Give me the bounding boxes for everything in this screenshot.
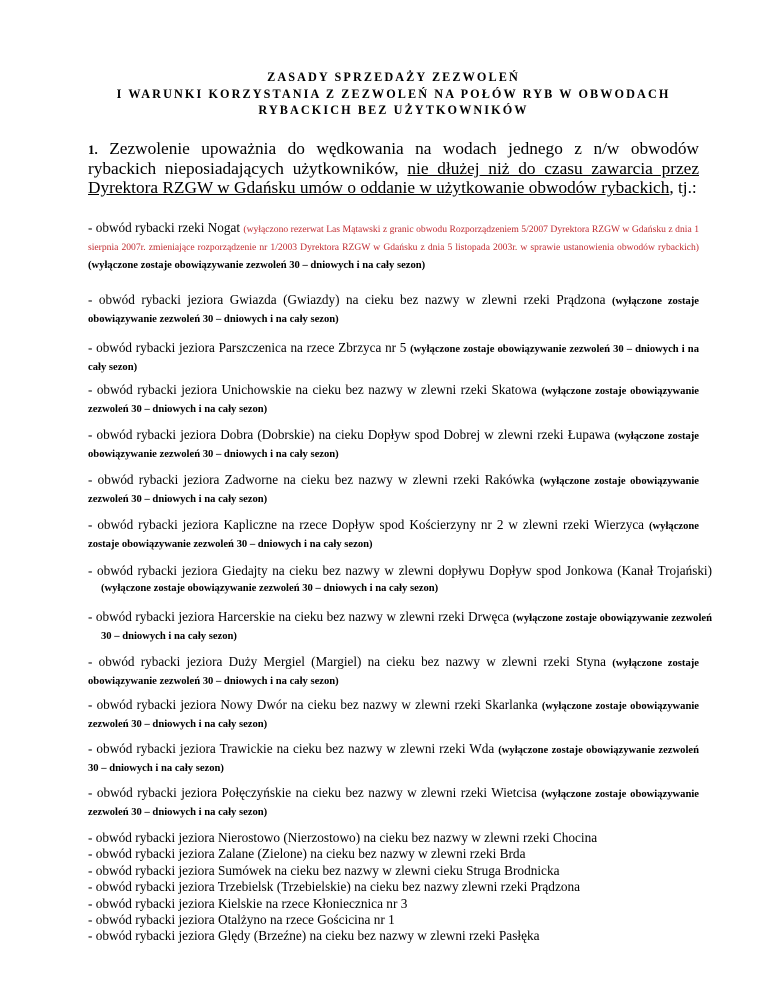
district-entry [88, 382, 699, 418]
entry-restriction: (wyłączone zostaje obowiązywanie zezwoleń 30 – dniowych i na cały sezon) [101, 583, 439, 594]
intro-paragraph [88, 139, 699, 197]
entry-text: - obwód rybacki jeziora Kapliczne na rzece Dopływ spod Kościerzyny nr 2 w zlewni rzeki Wierzyca [88, 517, 649, 532]
list-item: - obwód rybacki jeziora Trzebielsk (Trzebielskie) na cieku bez nazwy zlewni rzeki Prądzona [88, 879, 581, 895]
list-item: - obwód rybacki jeziora Ględy (Brzeźne) na cieku bez nazwy w zlewni rzeki Pasłęka [88, 928, 540, 944]
entry-restriction: (wyłączone zostaje obowiązywanie zezwoleń 30 – dniowych i na cały sezon) [88, 344, 699, 373]
entry-restriction: (wyłączone zostaje obowiązywanie zezwoleń 30 – dniowych i na cały sezon) [88, 701, 700, 730]
entry-text: - obwód rybacki jeziora Zadworne na cieku bez nazwy w zlewni rzeki Rakówka [88, 472, 540, 487]
district-entry [88, 609, 712, 645]
entry-text: - obwód rybacki jeziora Harcerskie na cieku bez nazwy w zlewni rzeki Drwęca [88, 609, 513, 624]
document-title-line-1: ZASADY SPRZEDAŻY ZEZWOLEŃ [267, 70, 520, 84]
entry-text: - obwód rybacki jeziora Duży Mergiel (Margiel) na cieku bez nazwy w zlewni rzeki Styna [88, 654, 613, 669]
document-title-line-2: I WARUNKI KORZYSTANIA Z ZEZWOLEŃ NA POŁÓW RYB W OBWODACH [116, 87, 671, 101]
district-list [88, 830, 699, 945]
intro-number: 1. [88, 142, 98, 157]
district-entry [88, 785, 699, 821]
entry-restriction: (wyłączone zostaje obowiązywanie zezwoleń 30 – dniowych i na cały sezon) [88, 476, 699, 505]
list-item: - obwód rybacki jeziora Kielskie na rzece Kłoniecznica nr 3 [88, 895, 408, 911]
district-entry [88, 340, 699, 376]
entry-note: (wyłączono rezerwat Las Mątawski z granic obwodu Rozporządzeniem 5/2007 Dyrektora RZGW w Gdańsku z dnia 1 sierpnia 2007r. zmieniające rozporządzenie nr 1/2003 Dyrektora RZGW w Gdańsku z dnia 5 listopada 2003r. w sprawie ustanowienia obwodów rybackich) [88, 224, 700, 253]
district-entry [88, 427, 699, 463]
entry-text: - obwód rybacki jeziora Nowy Dwór na cieku bez nazwy w zlewni rzeki Skarlanka [88, 697, 542, 712]
district-entry [88, 697, 699, 733]
entry-text: - obwód rybacki jeziora Unichowskie na cieku bez nazwy w zlewni rzeki Skatowa [88, 382, 542, 397]
district-entry [88, 517, 699, 553]
entry-restriction: (wyłączone zostaje obowiązywanie zezwoleń 30 – dniowych i na cały sezon) [88, 386, 699, 415]
entry-restriction: (wyłączone zostaje obowiązywanie zezwoleń 30 – dniowych i na cały sezon) [88, 296, 700, 325]
entry-text: - obwód rybacki jeziora Dobra (Dobrskie) na cieku Dopływ spod Dobrej w zlewni rzeki Łupawa [88, 427, 615, 442]
entry-restriction: (wyłączone zostaje obowiązywanie zezwoleń 30 – dniowych i na cały sezon) [88, 431, 699, 460]
entry-restriction: (wyłączone zostaje obowiązywanie zezwoleń 30 – dniowych i na cały sezon) [88, 658, 699, 687]
entry-restriction: (wyłączone zostaje obowiązywanie zezwoleń 30 – dniowych i na cały sezon) [101, 613, 712, 642]
entry-text: - obwód rybacki jeziora Trawickie na cieku bez nazwy w zlewni rzeki Wda [88, 741, 499, 756]
district-entry-nogat [88, 220, 699, 274]
district-entry [88, 654, 699, 690]
document-title-line-3: RYBACKICH BEZ UŻYTKOWNIKÓW [258, 103, 529, 117]
entry-text: - obwód rybacki jeziora Połęczyńskie na cieku bez nazwy w zlewni rzeki Wietcisa [88, 785, 542, 800]
list-item: - obwód rybacki jeziora Otalżyno na rzece Gościcina nr 1 [88, 912, 395, 928]
district-entry [88, 563, 712, 597]
entry-restriction: (wyłączone zostaje obowiązywanie zezwoleń 30 – dniowych i na cały sezon) [88, 745, 699, 774]
entry-restriction: (wyłączone zostaje obowiązywanie zezwoleń 30 – dniowych i na cały sezon) [88, 260, 426, 271]
entry-text: - obwód rybacki jeziora Parszczenica na rzece Zbrzyca nr 5 [88, 340, 411, 355]
entry-text: - obwód rybacki jeziora Giedajty na cieku bez nazwy w zlewni dopływu Dopływ spod Jonkowa (Kanał Trojański) [88, 563, 712, 578]
list-item: - obwód rybacki jeziora Sumówek na cieku bez nazwy w zlewni cieku Struga Brodnicka [88, 862, 560, 878]
entry-text: - obwód rybacki rzeki Nogat [88, 220, 244, 235]
district-entry [88, 472, 699, 508]
district-entry [88, 292, 699, 328]
entry-restriction: (wyłączone zostaje obowiązywanie zezwoleń 30 – dniowych i na cały sezon) [88, 521, 699, 550]
entry-restriction: (wyłączone zostaje obowiązywanie zezwoleń 30 – dniowych i na cały sezon) [88, 789, 700, 818]
intro-underlined-text: nie dłużej niż do czasu zawarcia przez Dyrektora RZGW w Gdańsku umów o oddanie w użytkowanie obwodów rybackich [88, 159, 699, 197]
list-item: - obwód rybacki jeziora Zalane (Zielone) na cieku bez nazwy w zlewni rzeki Brda [88, 846, 526, 862]
list-item: - obwód rybacki jeziora Nierostowo (Nierzostowo) na cieku bez nazwy w zlewni rzeki Chocina [88, 830, 598, 845]
district-entry [88, 741, 699, 777]
intro-text: Zezwolenie upoważnia do wędkowania na wodach jednego z n/w obwodów rybackich nieposiadających użytkowników, [88, 139, 699, 178]
entry-text: - obwód rybacki jeziora Gwiazda (Gwiazdy) na cieku bez nazwy w zlewni rzeki Prądzona [88, 292, 612, 307]
intro-ending: , tj.: [669, 178, 697, 197]
